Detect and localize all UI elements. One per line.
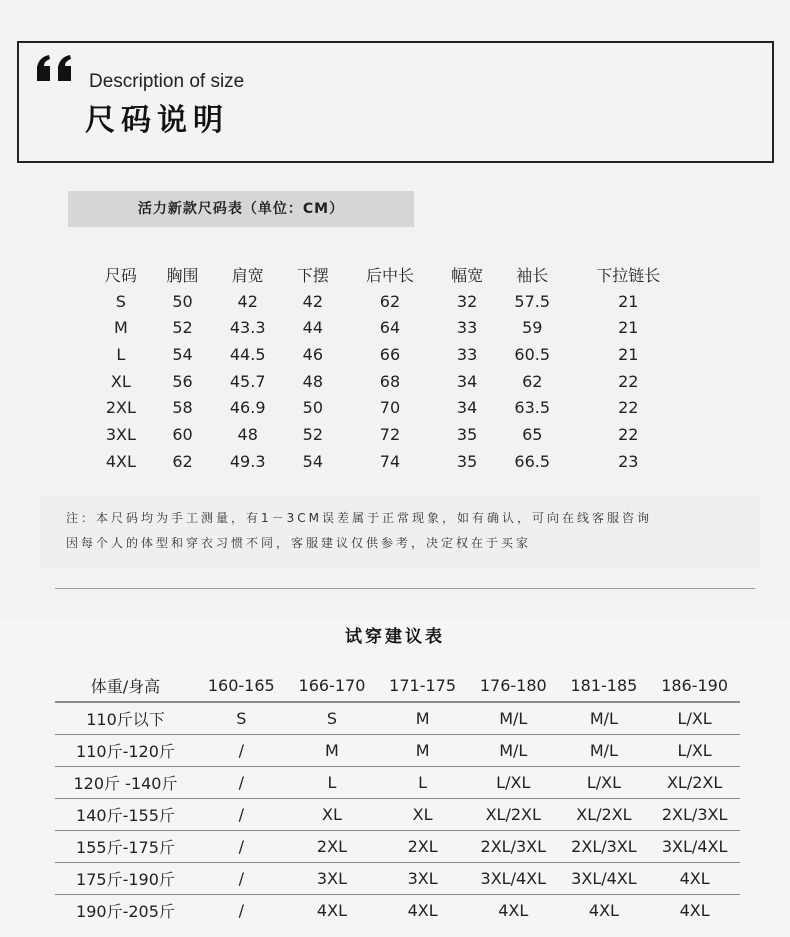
table-cell: 22 <box>618 398 639 418</box>
table-cell: 4XL <box>316 901 347 920</box>
table-cell: 4XL <box>407 901 438 920</box>
table-cell: 54 <box>172 344 193 364</box>
table-cell: 2XL/3XL <box>468 831 559 863</box>
table-cell: XL <box>110 371 131 391</box>
table-cell: 52 <box>172 318 193 338</box>
table-row <box>55 863 740 895</box>
table-cell: 4XL <box>498 901 529 920</box>
table-row <box>55 799 740 831</box>
table-cell: 4XL <box>105 451 136 471</box>
table-cell: 3XL/4XL <box>649 831 740 863</box>
column-header: 胸围 <box>166 265 199 285</box>
header-box <box>17 41 774 163</box>
table-cell: 45.7 <box>229 371 266 391</box>
table-cell: L/XL <box>468 767 559 799</box>
table-cell: 2XL <box>377 831 468 863</box>
table-cell: 140斤-155斤 <box>55 799 196 831</box>
table-cell: L/XL <box>649 735 740 767</box>
column-header: 后中长 <box>365 265 414 285</box>
table-cell: 34 <box>456 398 478 418</box>
table-cell: 56 <box>172 371 193 391</box>
table-cell: 23 <box>618 451 639 471</box>
table-cell: XL/2XL <box>559 799 650 831</box>
table-cell: / <box>196 799 287 831</box>
table-cell: 52 <box>302 424 324 444</box>
column-header: 166-170 <box>287 670 378 702</box>
table-cell: 43.3 <box>229 318 266 338</box>
table-cell: 65 <box>522 424 543 444</box>
table-cell: 22 <box>618 371 639 391</box>
table-cell: S <box>287 702 378 735</box>
table-row <box>55 895 740 927</box>
table-cell: 21 <box>618 291 639 311</box>
column-header: 下拉链长 <box>596 265 661 285</box>
table-cell: 70 <box>379 398 401 418</box>
table-cell: 66.5 <box>514 451 551 471</box>
table-cell: 35 <box>456 451 478 471</box>
note-line-2: 因每个人的体型和穿衣习惯不同，客服建议仅供参考，决定权在于买家 <box>66 536 532 550</box>
table-row <box>90 288 690 315</box>
table-cell: 48 <box>237 424 258 444</box>
table-row <box>55 702 740 735</box>
table-cell: 74 <box>379 451 401 471</box>
table-cell: M/L <box>468 735 559 767</box>
table-cell: 50 <box>302 398 324 418</box>
table-cell: / <box>238 901 244 920</box>
table-row <box>90 341 690 368</box>
table-cell: 4XL <box>588 901 619 920</box>
table-cell: 63.5 <box>514 398 551 418</box>
table-cell: / <box>196 831 287 863</box>
column-header: 尺码 <box>104 265 137 285</box>
column-header: 186-190 <box>649 670 740 702</box>
column-header: 袖长 <box>516 265 549 285</box>
table-cell: 22 <box>618 424 639 444</box>
table-cell: 50 <box>172 291 193 311</box>
table-cell: 60 <box>172 424 193 444</box>
table-cell: 33 <box>456 344 478 364</box>
table-cell: L <box>377 767 468 799</box>
size-table-header-row <box>90 261 690 288</box>
quote-icon <box>35 53 77 89</box>
table-row <box>90 394 690 421</box>
table-cell: 54 <box>302 451 324 471</box>
column-header: 176-180 <box>468 670 559 702</box>
header-title: 尺码说明 <box>85 103 229 138</box>
table-row <box>55 767 740 799</box>
table-cell: 4XL <box>649 863 740 895</box>
table-cell: 2XL/3XL <box>559 831 650 863</box>
table-cell: 62 <box>522 371 543 391</box>
note <box>66 506 766 556</box>
table-cell: M/L <box>468 702 559 735</box>
table-cell: 34 <box>456 371 478 391</box>
table-cell: 120斤 -140斤 <box>55 767 196 799</box>
table-cell: 68 <box>379 371 401 391</box>
table-cell: S <box>196 702 287 735</box>
table-cell: XL <box>287 799 378 831</box>
table-cell: 48 <box>302 371 324 391</box>
table-cell: S <box>115 291 126 311</box>
table-cell: XL/2XL <box>649 767 740 799</box>
fit-table <box>55 670 740 926</box>
fit-table-header-row <box>55 670 740 702</box>
table-cell: 3XL/4XL <box>559 863 650 895</box>
column-header: 181-185 <box>559 670 650 702</box>
table-cell: 59 <box>522 318 543 338</box>
table-cell: 3XL <box>287 863 378 895</box>
column-header: 肩宽 <box>231 265 264 285</box>
table-cell: 62 <box>172 451 193 471</box>
table-cell: M/L <box>559 735 650 767</box>
table-cell: / <box>196 863 287 895</box>
table-cell: 2XL <box>287 831 378 863</box>
table-cell: 72 <box>379 424 401 444</box>
column-header: 160-165 <box>196 670 287 702</box>
table-cell: 2XL/3XL <box>649 799 740 831</box>
column-header: 下摆 <box>296 265 329 285</box>
table-cell: L <box>116 344 126 364</box>
table-cell: M <box>377 702 468 735</box>
table-cell: 44 <box>302 318 324 338</box>
table-cell: 155斤-175斤 <box>55 831 196 863</box>
table-row <box>55 831 740 863</box>
table-cell: 32 <box>456 291 478 311</box>
table-row <box>90 314 690 341</box>
size-table <box>90 261 690 475</box>
table-cell: 62 <box>379 291 401 311</box>
table-row <box>90 421 690 448</box>
table-cell: 3XL <box>377 863 468 895</box>
table-cell: 175斤-190斤 <box>55 863 196 895</box>
table-cell: L/XL <box>649 702 740 735</box>
table-cell: 3XL <box>105 424 136 444</box>
table-cell: 66 <box>379 344 401 364</box>
table-cell: 42 <box>302 291 324 311</box>
note-line-1: 注：本尺码均为手工测量，有1－3CM误差属于正常现象，如有确认，可向在线客服咨询 <box>66 511 653 525</box>
table-cell: / <box>196 735 287 767</box>
table-cell: 190斤-205斤 <box>76 902 175 921</box>
table-cell: 44.5 <box>229 344 266 364</box>
table-cell: M <box>287 735 378 767</box>
table-cell: 57.5 <box>514 291 551 311</box>
column-header: 幅宽 <box>451 265 484 285</box>
table-cell: XL/2XL <box>468 799 559 831</box>
table-cell: 46.9 <box>229 398 266 418</box>
table-cell: L <box>287 767 378 799</box>
table-cell: M <box>377 735 468 767</box>
table-cell: 2XL <box>105 398 136 418</box>
column-header: 171-175 <box>377 670 468 702</box>
table-cell: 49.3 <box>229 451 266 471</box>
table-cell: 60.5 <box>514 344 551 364</box>
table-cell: L/XL <box>559 767 650 799</box>
table-cell: 42 <box>237 291 258 311</box>
table-cell: XL <box>377 799 468 831</box>
table-cell: 21 <box>618 318 639 338</box>
table-cell: 33 <box>456 318 478 338</box>
section-divider <box>55 588 755 589</box>
table-cell: 21 <box>618 344 639 364</box>
table-cell: 58 <box>172 398 193 418</box>
table-cell: 46 <box>302 344 324 364</box>
table-row <box>90 368 690 395</box>
table-cell: 110斤-120斤 <box>55 735 196 767</box>
table-cell: 35 <box>456 424 478 444</box>
column-header: 体重/身高 <box>55 670 196 702</box>
header-subtitle: Description of size <box>89 71 245 92</box>
table-cell: M <box>113 318 128 338</box>
size-table-title: 活力新款尺码表（单位：CM） <box>68 191 414 227</box>
fit-table-title: 试穿建议表 <box>345 627 445 647</box>
table-row <box>55 735 740 767</box>
table-cell: M/L <box>559 702 650 735</box>
table-row <box>90 448 690 475</box>
table-cell: 3XL/4XL <box>468 863 559 895</box>
table-cell: / <box>196 767 287 799</box>
table-cell: 4XL <box>679 901 710 920</box>
table-cell: 64 <box>379 318 401 338</box>
table-cell: 110斤以下 <box>55 702 196 735</box>
